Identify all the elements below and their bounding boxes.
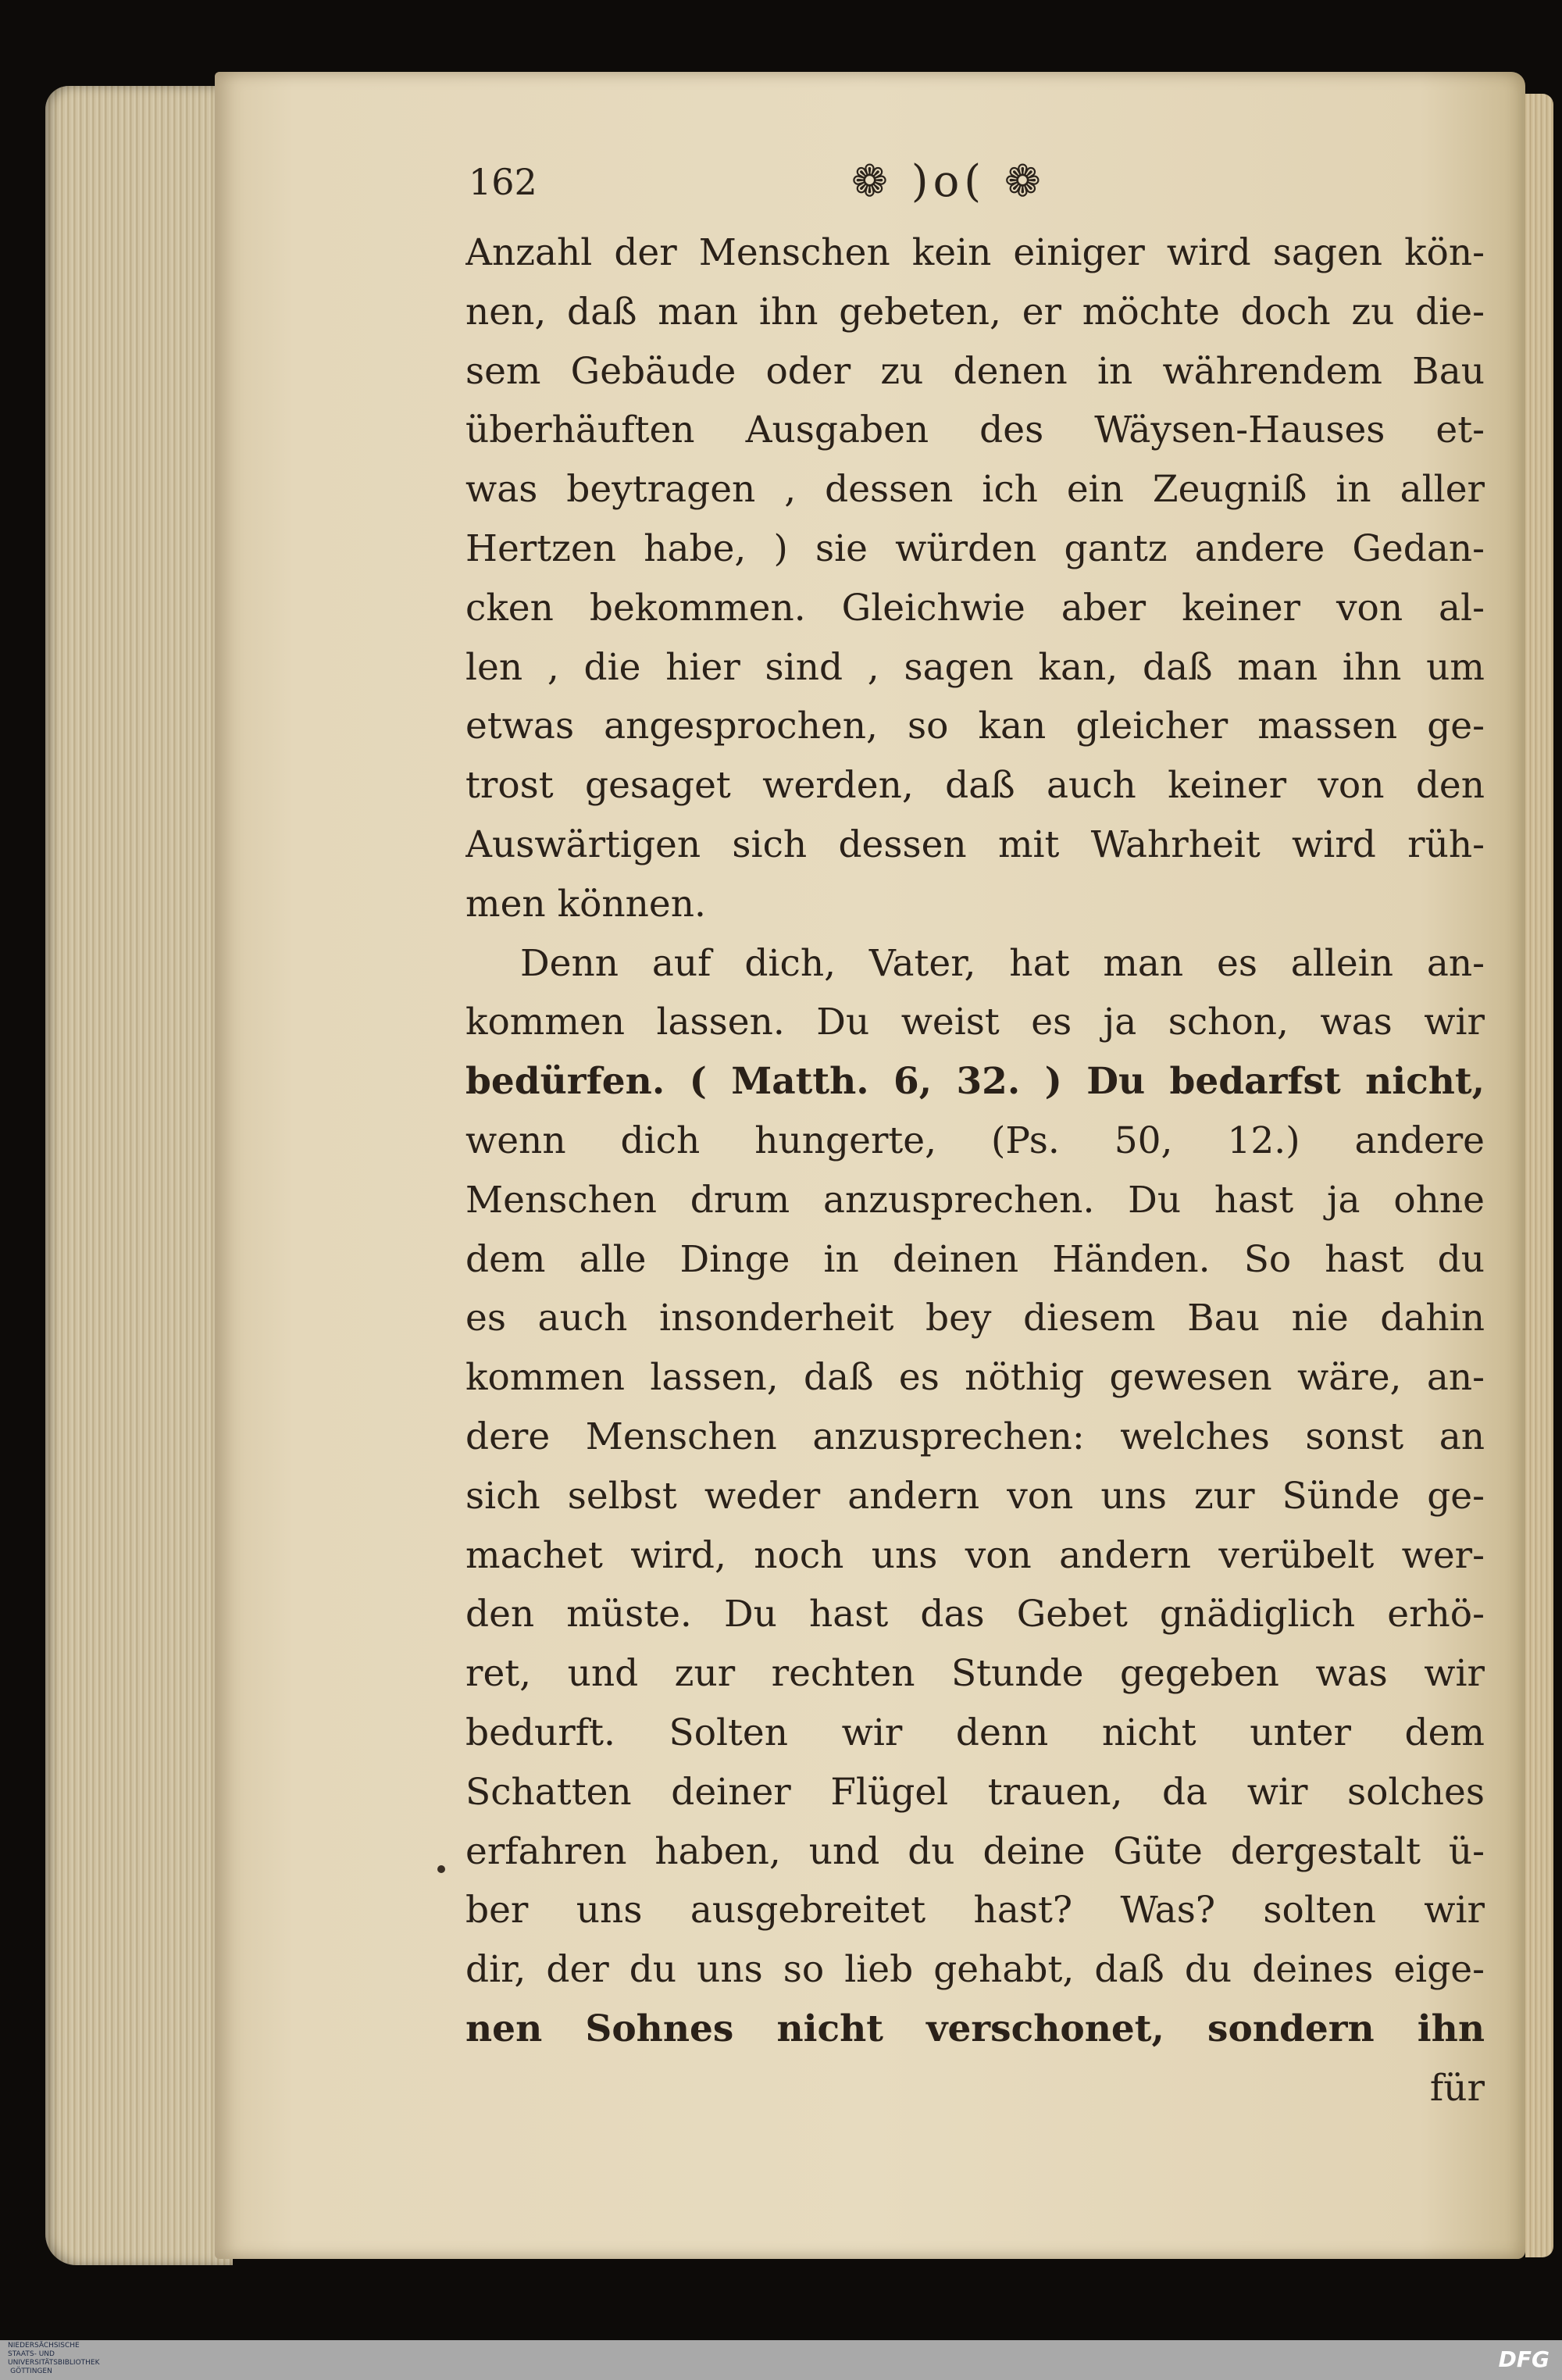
book-right-edge (1525, 94, 1553, 2257)
text-line: erfahren haben, und du deine Güte dergestalt ü- (465, 1829, 1485, 1873)
text-line: dem alle Dinge in deinen Händen. So hast du (465, 1237, 1485, 1281)
text-line: ret, und zur rechten Stunde gegeben was wir (465, 1652, 1485, 1696)
text-line: was beytragen , dessen ich ein Zeugniß in aller (465, 468, 1485, 512)
page-header (469, 156, 1492, 219)
text-line: bedürfen. ( Matth. 6, 32. ) Du bedarfst nicht, (465, 1060, 1485, 1104)
text-line: es auch insonderheit bey diesem Bau nie dahin (465, 1297, 1485, 1340)
text-line: cken bekommen. Gleichwie aber keiner von al- (465, 586, 1485, 630)
text-line: wenn dich hungerte, (Ps. 50, 12.) andere (465, 1119, 1485, 1162)
text-line: kommen lassen. Du weist es ja schon, was wir (465, 1001, 1485, 1044)
dfg-logo: DFG (1498, 2346, 1550, 2372)
text-line: überhäuften Ausgaben des Wäysen-Hauses et- (465, 409, 1485, 452)
library-logo: NIEDERSÄCHSISCHE STAATS- UND UNIVERSITÄTSBIBLIOTHEK GÖTTINGEN (8, 2342, 100, 2375)
header-ornament: ❁ )o( ❁ (851, 156, 1046, 207)
text-line: Menschen drum anzusprechen. Du hast ja ohne (465, 1178, 1485, 1222)
text-line: sich selbst weder andern von uns zur Sünde ge- (465, 1474, 1485, 1518)
text-line: Schatten deiner Flügel trauen, da wir solches (465, 1770, 1485, 1814)
text-line: Denn auf dich, Vater, hat man es allein an- (520, 941, 1485, 985)
text-line: nen Sohnes nicht verschonet, sondern ihn (465, 2007, 1485, 2050)
text-line: trost gesaget werden, daß auch keiner von den (465, 764, 1485, 808)
text-line: len , die hier sind , sagen kan, daß man ihn um (465, 645, 1485, 689)
text-line: machet wird, noch uns von andern verübelt wer- (465, 1533, 1485, 1577)
text-line: ber uns ausgebreitet hast? Was? solten wir (465, 1889, 1485, 1932)
text-line: Hertzen habe, ) sie würden gantz andere Gedan- (465, 526, 1485, 570)
margin-dot (437, 1865, 445, 1873)
text-line: dere Menschen anzusprechen: welches sonst an (465, 1415, 1485, 1458)
body-text (465, 223, 1485, 2118)
text-line: etwas angesprochen, so kan gleicher massen ge- (465, 705, 1485, 748)
text-line: sem Gebäude oder zu denen in währendem Bau (465, 349, 1485, 393)
text-line: bedurft. Solten wir denn nicht unter dem (465, 1711, 1485, 1754)
text-line: den müste. Du hast das Gebet gnädiglich erhö- (465, 1593, 1485, 1636)
text-line: nen, daß man ihn gebeten, er möchte doch zu die- (465, 290, 1485, 334)
text-line: men können. (465, 882, 706, 926)
text-line: kommen lassen, daß es nöthig gewesen wäre, an- (465, 1356, 1485, 1400)
text-line: Anzahl der Menschen kein einiger wird sagen kön- (465, 231, 1485, 274)
page-number: 162 (469, 161, 537, 203)
viewer-footer-bar (0, 2340, 1562, 2380)
catchword: für (1429, 2066, 1485, 2110)
text-line: dir, der du uns so lieb gehabt, daß du deines eige- (465, 1948, 1485, 1992)
text-line: Auswärtigen sich dessen mit Wahrheit wird rüh- (465, 822, 1485, 866)
book-page-edges (45, 86, 233, 2265)
